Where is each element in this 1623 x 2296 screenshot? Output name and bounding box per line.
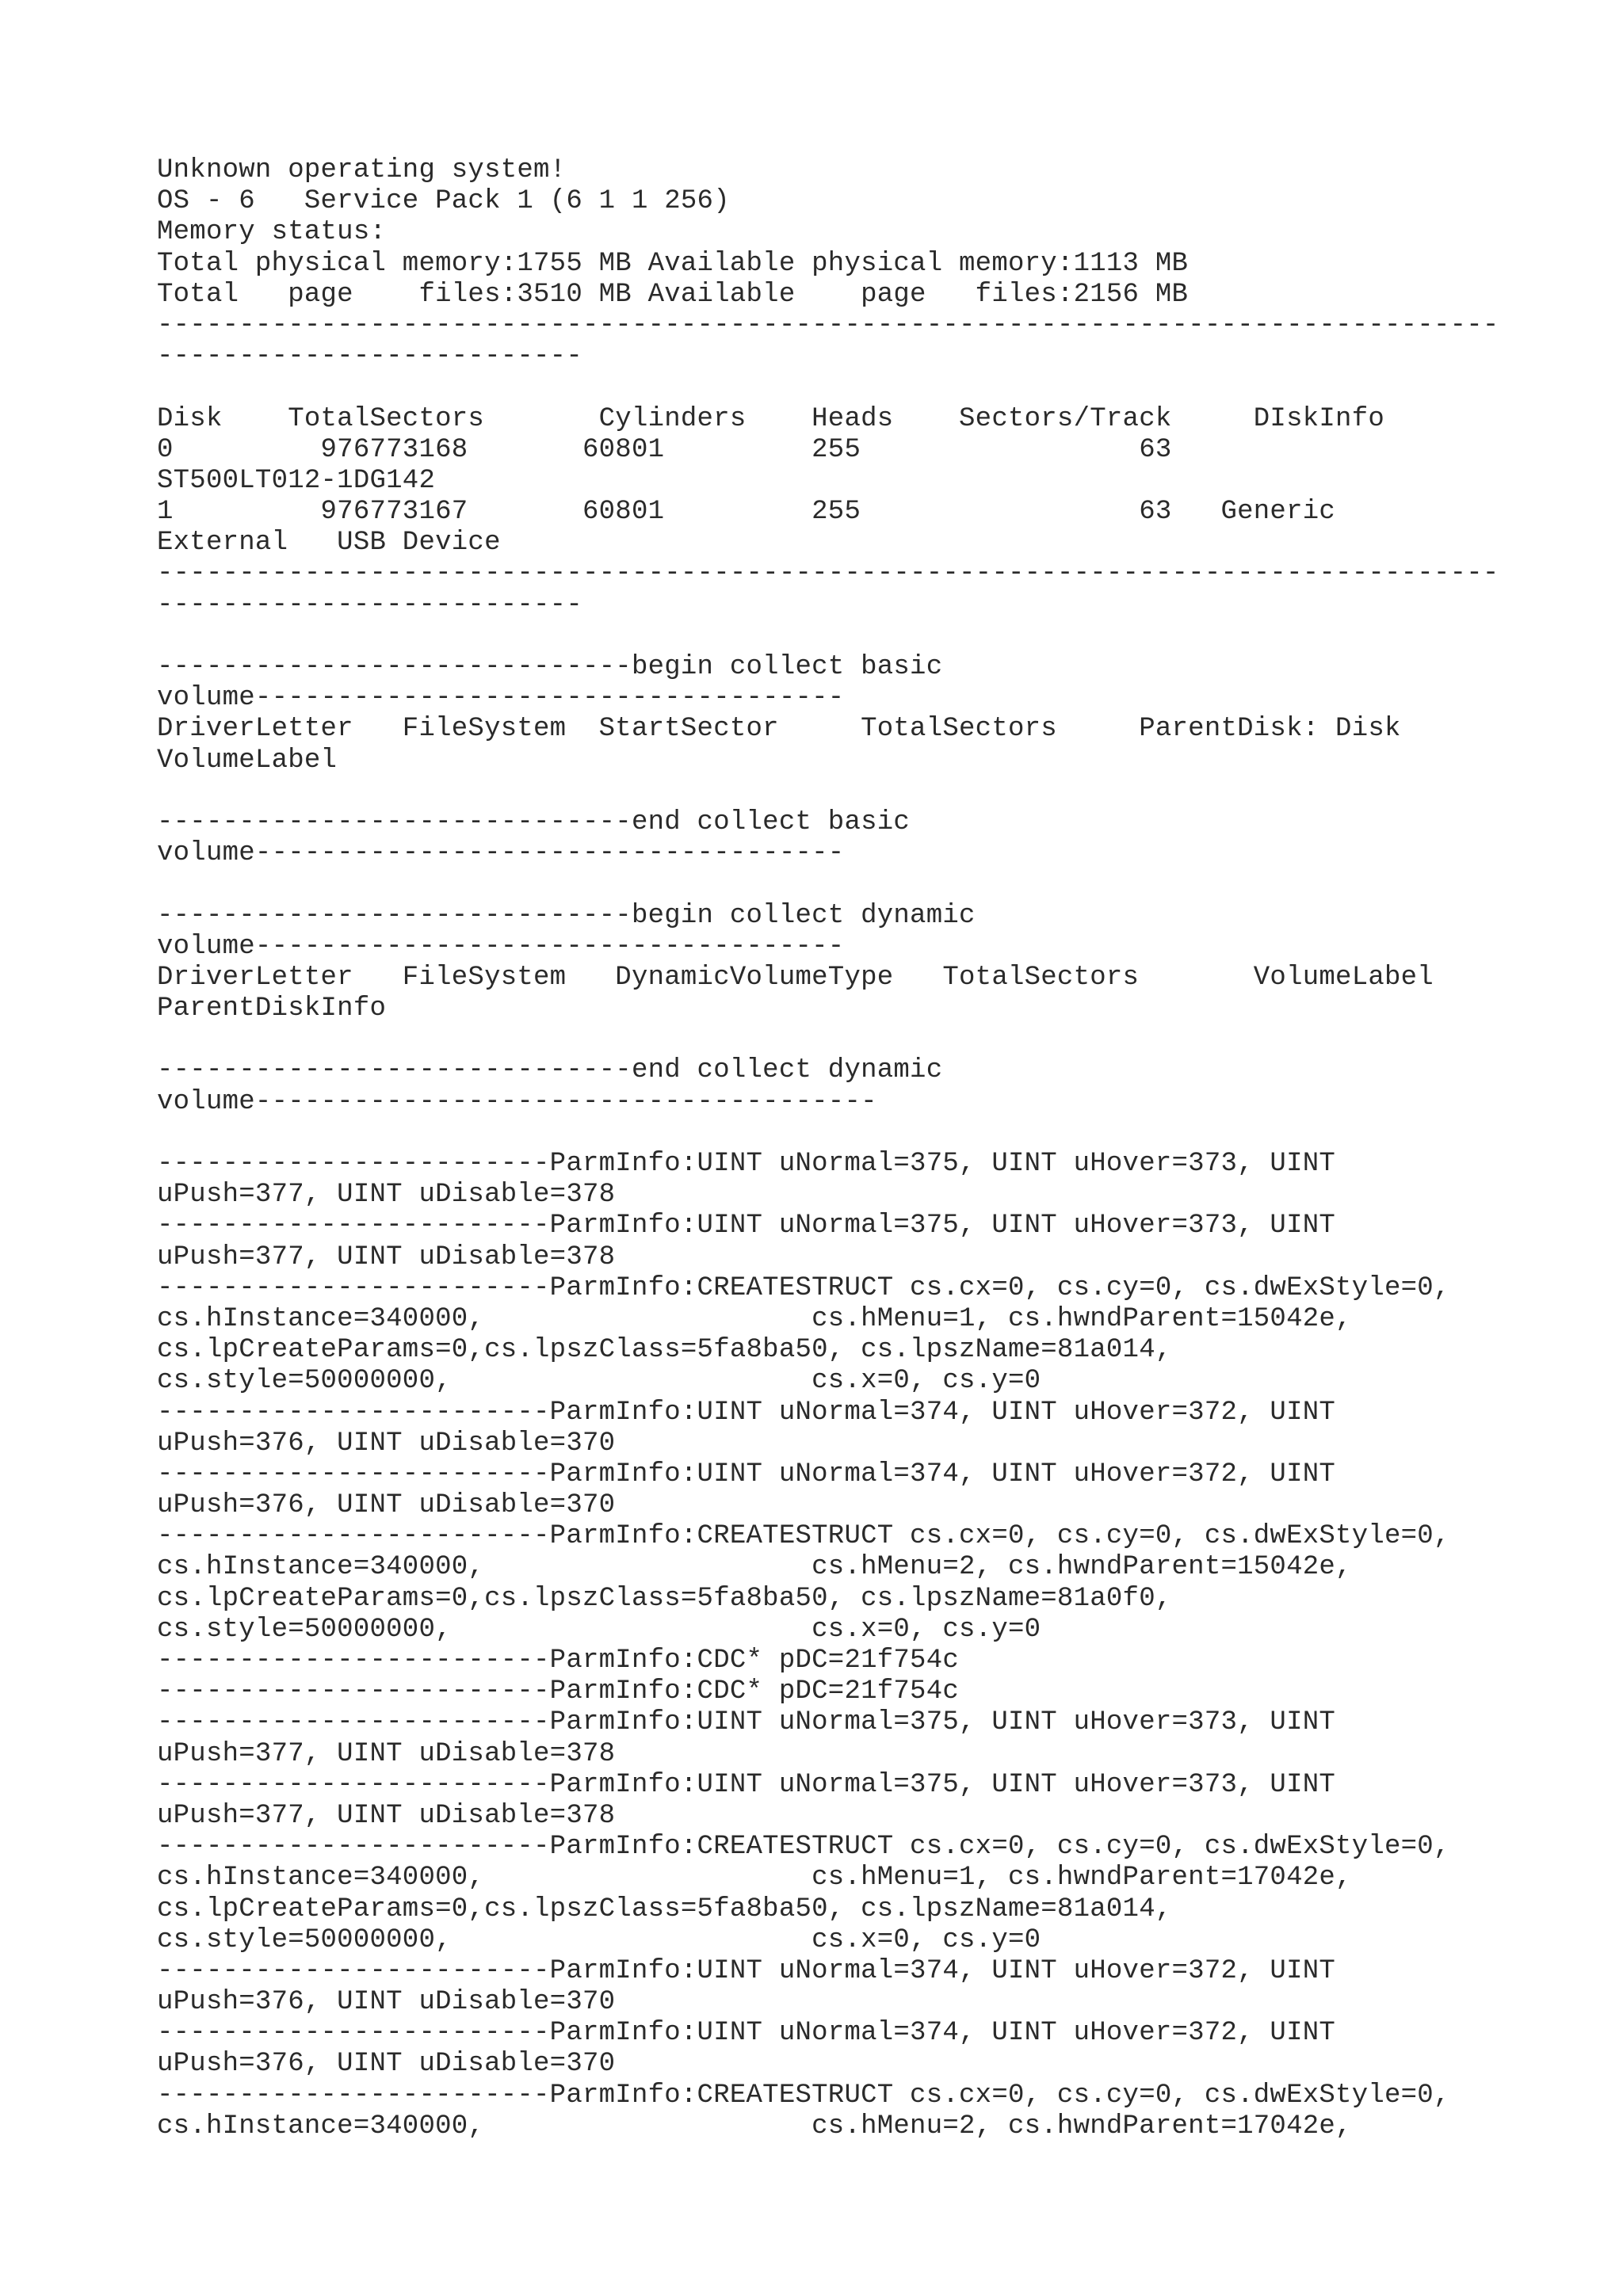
log-line: volume--------------------------------------: [157, 1086, 877, 1117]
log-line: Total physical memory:1755 MB Available physical memory:1113 MB: [157, 248, 1189, 279]
log-line: ------------------------ParmInfo:UINT uNormal=374, UINT uHover=372, UINT: [157, 2018, 1336, 2049]
log-line: ------------------------ParmInfo:CREATESTRUCT cs.cx=0, cs.cy=0, cs.dwExStyle=0,: [157, 1832, 1450, 1863]
log-line: uPush=376, UINT uDisable=370: [157, 1428, 616, 1459]
log-line: ST500LT012-1DG142: [157, 465, 436, 496]
log-line: ------------------------ParmInfo:CDC* pDC=21f754c: [157, 1646, 960, 1676]
log-line: Total page files:3510 MB Available page files:2156 MB: [157, 279, 1189, 310]
log-line: uPush=376, UINT uDisable=370: [157, 1490, 616, 1521]
log-line: ParentDiskInfo: [157, 994, 387, 1024]
log-line: OS - 6 Service Pack 1 (6 1 1 256): [157, 186, 730, 217]
log-line: cs.hInstance=340000, cs.hMenu=1, cs.hwndParent=15042e,: [157, 1303, 1352, 1334]
log-line: volume------------------------------------: [157, 931, 845, 962]
log-line: VolumeLabel: [157, 745, 338, 776]
log-line: Unknown operating system!: [157, 155, 567, 185]
log-line: volume------------------------------------: [157, 838, 845, 869]
log-line: uPush=377, UINT uDisable=378: [157, 1180, 616, 1211]
log-line: [157, 1024, 1504, 1055]
log-line: ----------------------------------------------------------------------------------: [157, 310, 1499, 341]
log-line: cs.style=50000000, cs.x=0, cs.y=0: [157, 1366, 1041, 1397]
log-line: [157, 621, 1504, 652]
log-line: cs.hInstance=340000, cs.hMenu=2, cs.hwndParent=17042e,: [157, 2111, 1352, 2142]
log-line: cs.lpCreateParams=0,cs.lpszClass=5fa8ba50, cs.lpszName=81a014,: [157, 1335, 1172, 1366]
log-line: --------------------------: [157, 589, 582, 620]
log-line: cs.lpCreateParams=0,cs.lpszClass=5fa8ba50, cs.lpszName=81a014,: [157, 1894, 1172, 1924]
log-line: uPush=377, UINT uDisable=378: [157, 1738, 616, 1769]
log-line: cs.style=50000000, cs.x=0, cs.y=0: [157, 1614, 1041, 1645]
log-line: DriverLetter FileSystem DynamicVolumeType TotalSectors VolumeLabel: [157, 962, 1434, 993]
log-line: ------------------------ParmInfo:UINT uNormal=375, UINT uHover=373, UINT: [157, 1149, 1336, 1179]
log-line: [157, 776, 1504, 807]
log-line: ------------------------ParmInfo:UINT uNormal=375, UINT uHover=373, UINT: [157, 1707, 1336, 1738]
log-line: -----------------------------end collect basic: [157, 807, 911, 837]
log-line: ------------------------ParmInfo:UINT uNormal=375, UINT uHover=373, UINT: [157, 1211, 1336, 1241]
log-line: uPush=377, UINT uDisable=378: [157, 1800, 616, 1831]
log-document: [157, 155, 1504, 2142]
log-line: Memory status:: [157, 217, 387, 248]
log-line: cs.hInstance=340000, cs.hMenu=2, cs.hwndParent=15042e,: [157, 1552, 1352, 1583]
log-line: External USB Device: [157, 528, 501, 559]
log-line: ------------------------ParmInfo:UINT uNormal=374, UINT uHover=372, UINT: [157, 1955, 1336, 1986]
log-line: uPush=376, UINT uDisable=370: [157, 2049, 616, 2080]
log-line: [157, 1118, 1504, 1149]
log-line: uPush=376, UINT uDisable=370: [157, 1987, 616, 2018]
log-line: 0 976773168 60801 255 63: [157, 434, 1172, 465]
log-line: uPush=377, UINT uDisable=378: [157, 1241, 616, 1272]
log-line: Disk TotalSectors Cylinders Heads Sectors/Track DIskInfo: [157, 403, 1384, 434]
log-line: ------------------------ParmInfo:CREATESTRUCT cs.cx=0, cs.cy=0, cs.dwExStyle=0,: [157, 2080, 1450, 2111]
log-line: DriverLetter FileSystem StartSector TotalSectors ParentDisk: Disk: [157, 714, 1401, 745]
log-line: ------------------------ParmInfo:CREATESTRUCT cs.cx=0, cs.cy=0, cs.dwExStyle=0,: [157, 1272, 1450, 1303]
log-line: [157, 372, 1504, 403]
log-line: cs.lpCreateParams=0,cs.lpszClass=5fa8ba50, cs.lpszName=81a0f0,: [157, 1583, 1172, 1614]
log-line: -----------------------------begin collect basic: [157, 652, 943, 682]
log-line: cs.style=50000000, cs.x=0, cs.y=0: [157, 1924, 1041, 1955]
log-line: volume------------------------------------: [157, 683, 845, 714]
log-line: ------------------------ParmInfo:UINT uNormal=374, UINT uHover=372, UINT: [157, 1459, 1336, 1489]
log-line: -----------------------------end collect dynamic: [157, 1055, 943, 1086]
log-line: -----------------------------begin collect dynamic: [157, 900, 976, 931]
log-line: ------------------------ParmInfo:CREATESTRUCT cs.cx=0, cs.cy=0, cs.dwExStyle=0,: [157, 1521, 1450, 1552]
log-line: 1 976773167 60801 255 63 Generic: [157, 497, 1336, 528]
log-line: [157, 869, 1504, 900]
log-line: cs.hInstance=340000, cs.hMenu=1, cs.hwndParent=17042e,: [157, 1863, 1352, 1894]
log-line: ------------------------ParmInfo:CDC* pDC=21f754c: [157, 1676, 960, 1707]
log-line: ------------------------ParmInfo:UINT uNormal=374, UINT uHover=372, UINT: [157, 1397, 1336, 1428]
log-line: --------------------------: [157, 341, 582, 372]
log-line: ------------------------ParmInfo:UINT uNormal=375, UINT uHover=373, UINT: [157, 1769, 1336, 1800]
log-line: ----------------------------------------------------------------------------------: [157, 559, 1499, 589]
